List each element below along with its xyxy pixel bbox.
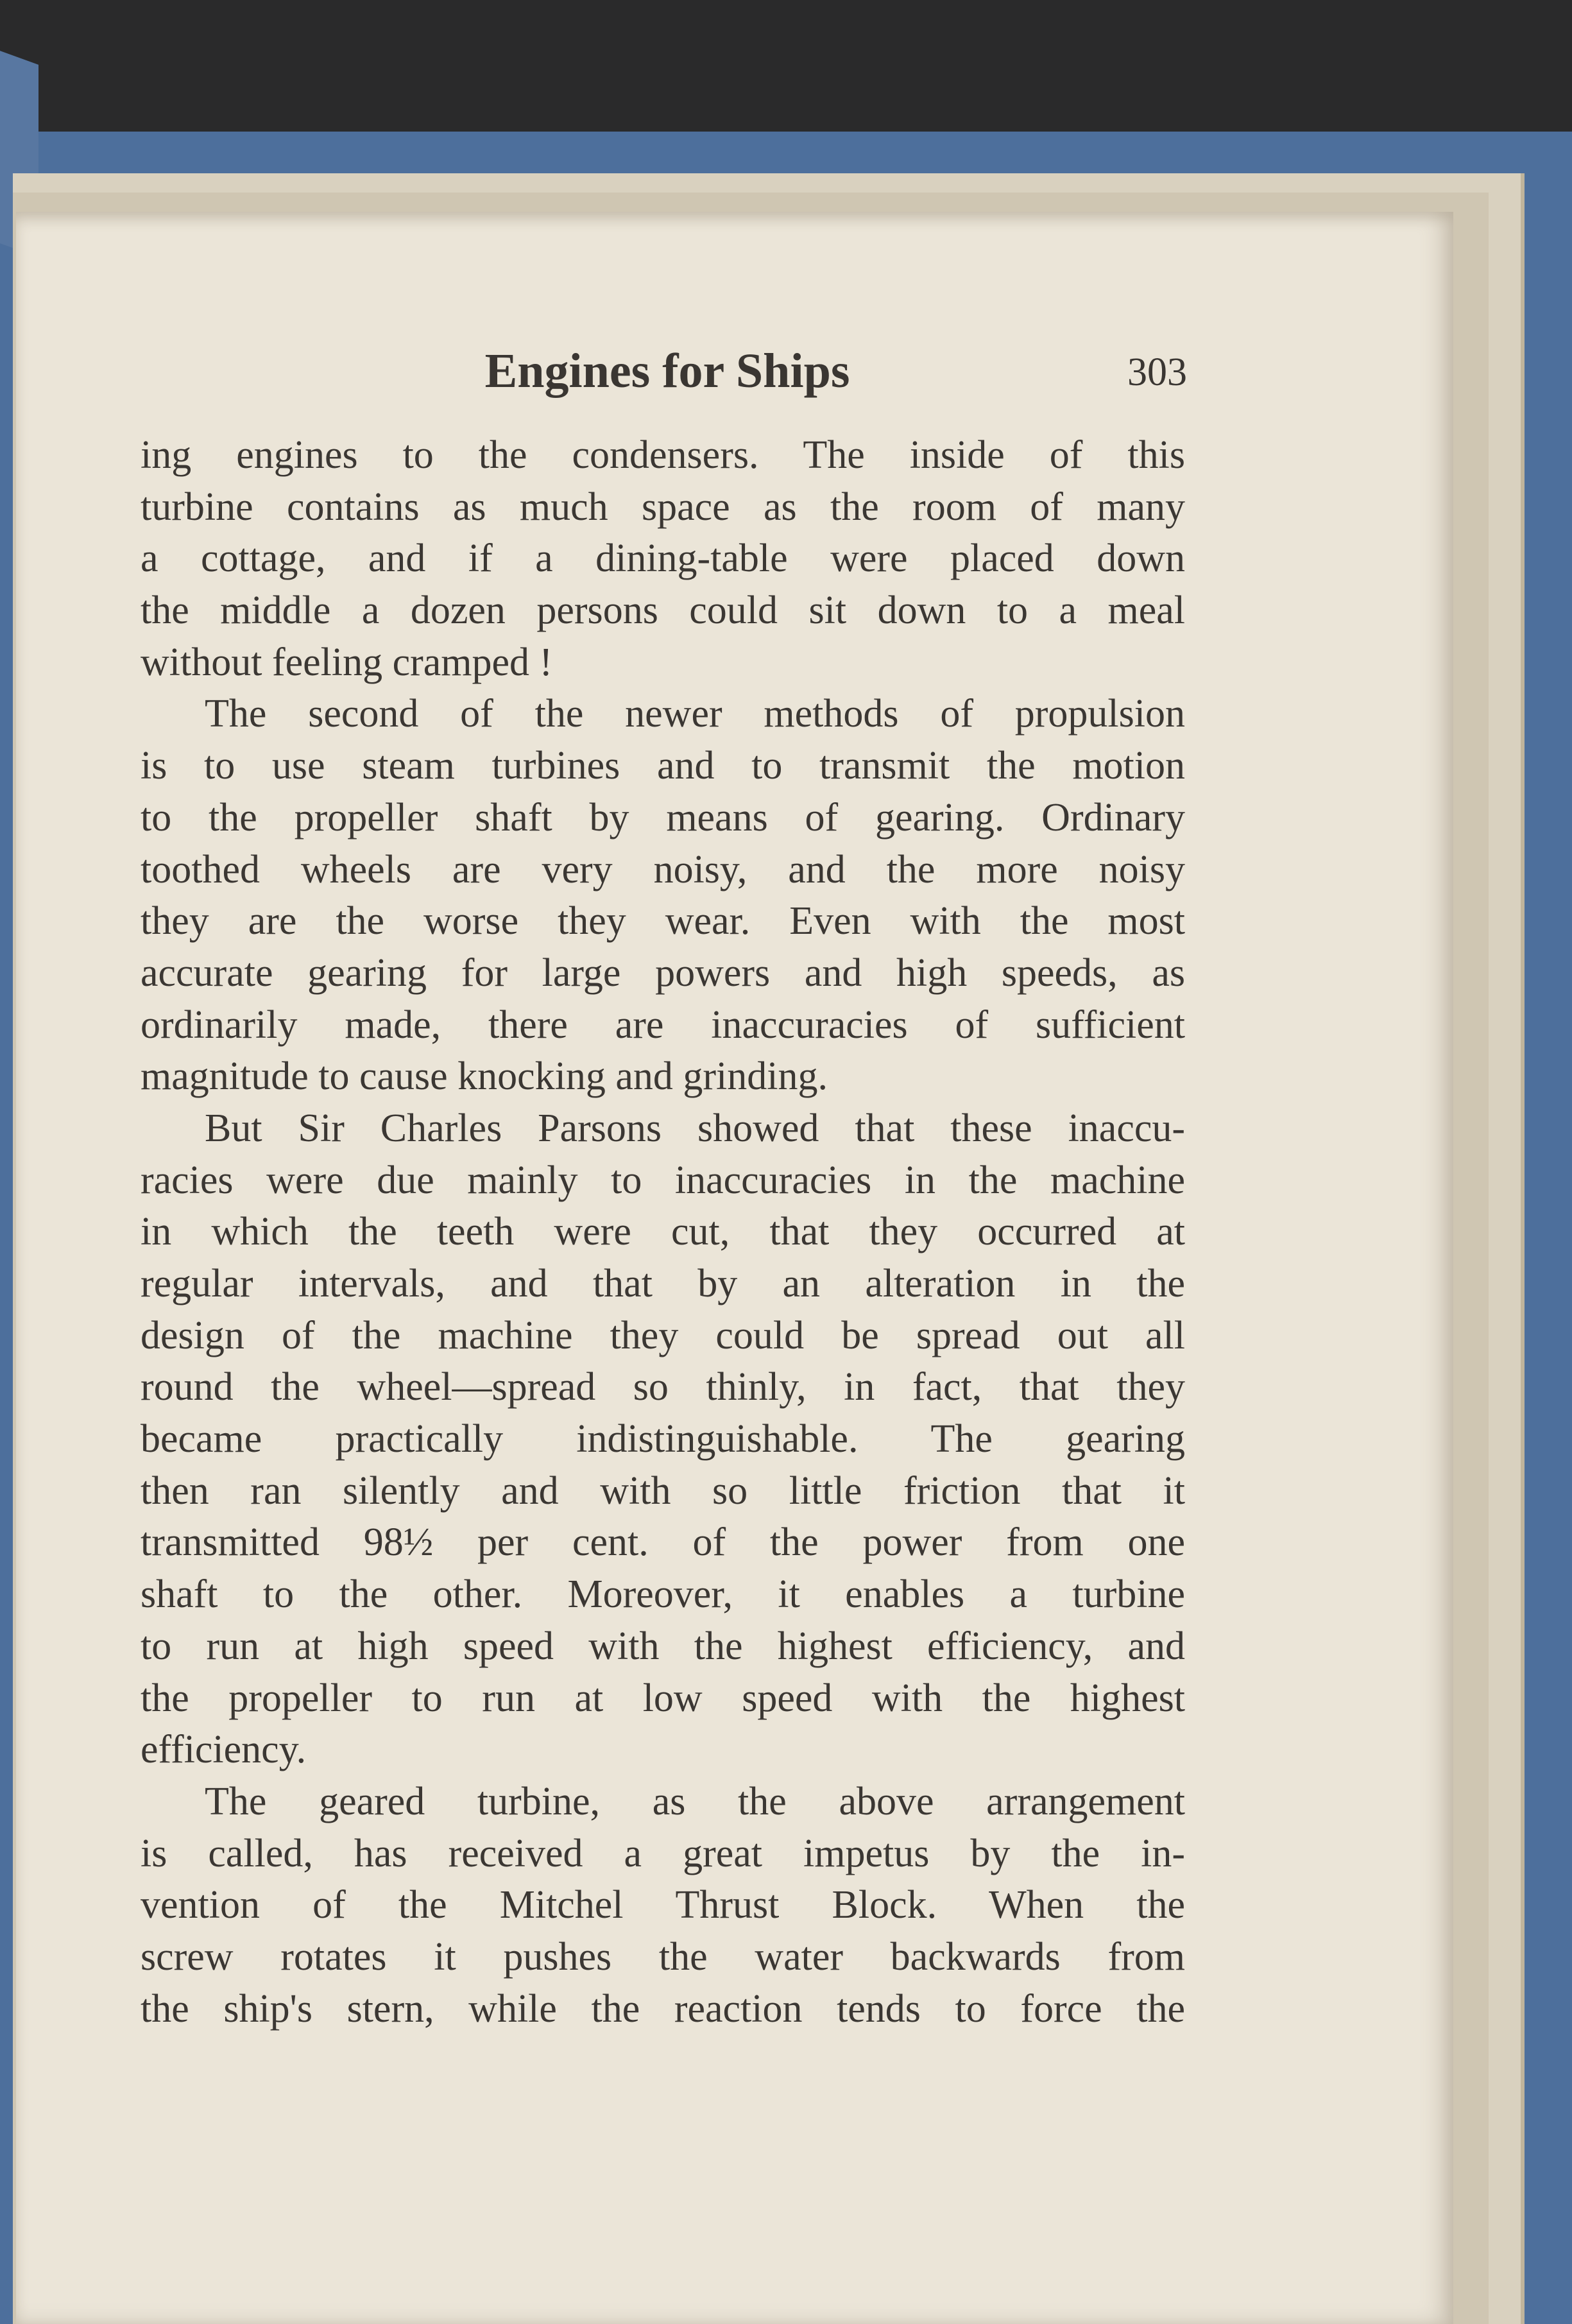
text-line: ing engines to the condensers. The inside of this: [141, 433, 1185, 477]
text-line: magnitude to cause knocking and grinding.: [141, 1054, 828, 1099]
text-line: became practically indistinguishable. The gearing: [141, 1417, 1185, 1461]
page-number: 303: [1127, 350, 1187, 394]
text-line: ordinarily made, there are inaccuracies of sufficient: [141, 1003, 1185, 1047]
text-line: screw rotates it pushes the water backwards from: [141, 1934, 1185, 1979]
text-line: design of the machine they could be spread out all: [141, 1313, 1185, 1357]
text-line: the ship's stern, while the reaction tends to force the: [141, 1986, 1185, 2031]
text-line: shaft to the other. Moreover, it enables a turbine: [141, 1572, 1185, 1617]
text-line: round the wheel—spread so thinly, in fact, that they: [141, 1365, 1185, 1409]
text-line: is to use steam turbines and to transmit the motion: [141, 744, 1185, 788]
text-line: transmitted 98½ per cent. of the power from one: [141, 1520, 1185, 1565]
text-line: a cottage, and if a dining-table were placed down: [141, 537, 1185, 581]
text-line: the propeller to run at low speed with the highest: [141, 1676, 1185, 1720]
text-line: without feeling cramped !: [141, 640, 553, 684]
text-line: vention of the Mitchel Thrust Block. When the: [141, 1883, 1185, 1927]
text-line: is called, has received a great impetus by the in-: [141, 1831, 1185, 1875]
text-line: accurate gearing for large powers and high speeds, as: [141, 951, 1185, 995]
running-head-title: Engines for Ships: [484, 344, 850, 398]
text-line: in which the teeth were cut, that they occurred at: [141, 1210, 1185, 1254]
text-line: the middle a dozen persons could sit down to a meal: [141, 589, 1185, 633]
text-line: efficiency.: [141, 1728, 307, 1772]
text-line: The second of the newer methods of propulsion: [205, 692, 1185, 736]
text-line: then ran silently and with so little friction that it: [141, 1468, 1185, 1513]
text-line: But Sir Charles Parsons showed that these inaccu-: [205, 1106, 1185, 1150]
text-line: to run at high speed with the highest efficiency, and: [141, 1624, 1185, 1668]
text-line: regular intervals, and that by an alteration in the: [141, 1262, 1185, 1305]
text-line: they are the worse they wear. Even with the most: [141, 899, 1185, 943]
text-line: The geared turbine, as the above arrangement: [205, 1779, 1185, 1823]
text-line: to the propeller shaft by means of gearing. Ordinary: [141, 795, 1185, 839]
body-text: [141, 429, 1185, 2035]
text-line: racies were due mainly to inaccuracies in the machine: [141, 1158, 1185, 1202]
text-line: turbine contains as much space as the room of many: [141, 485, 1185, 529]
text-line: toothed wheels are very noisy, and the more noisy: [141, 847, 1185, 891]
